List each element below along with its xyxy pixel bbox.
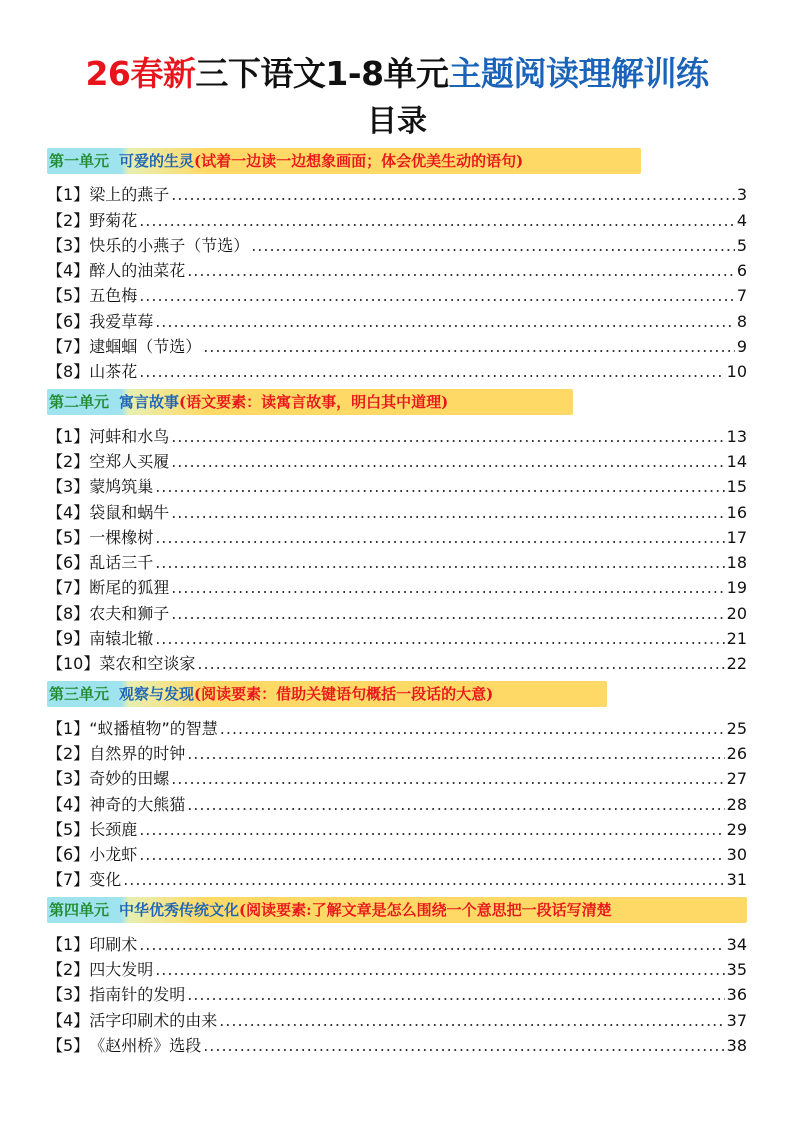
toc-entry[interactable]	[47, 841, 747, 866]
entry-title: 农夫和狮子	[89, 603, 170, 623]
entry-number: 【3】	[47, 235, 90, 255]
toc-entry[interactable]	[47, 549, 747, 574]
entry-page-number: 25	[726, 718, 747, 738]
entry-page-number: 37	[726, 1010, 747, 1030]
leader-dots	[155, 552, 724, 574]
toc-entry[interactable]	[47, 448, 747, 473]
entry-number: 【5】	[47, 1035, 90, 1055]
page-title	[0, 52, 794, 96]
entry-page-number: 14	[726, 451, 747, 471]
unit-header	[47, 895, 747, 923]
toc-entry[interactable]	[47, 498, 747, 523]
toc-entry[interactable]	[47, 307, 747, 332]
entry-page-number: 4	[736, 210, 747, 230]
unit-label: 第二单元	[49, 392, 110, 411]
entry-title: 河蚌和水鸟	[89, 426, 170, 446]
entry-title: 空郑人买履	[89, 451, 170, 471]
entry-title: 自然界的时钟	[89, 743, 186, 763]
entry-page-number: 6	[736, 261, 747, 281]
leader-dots	[123, 869, 724, 891]
entry-title: 奇妙的田螺	[89, 769, 170, 789]
toc-entry[interactable]	[47, 599, 747, 624]
toc-entry[interactable]	[47, 1032, 747, 1057]
entry-title: “蚁播植物”的智慧	[89, 718, 218, 738]
toc-entry[interactable]	[47, 232, 747, 257]
toc-entry[interactable]	[47, 206, 747, 231]
entry-number: 【1】	[47, 718, 90, 738]
toc-entry[interactable]	[47, 473, 747, 498]
entry-title: 长颈鹿	[89, 819, 138, 839]
leader-dots	[187, 743, 724, 765]
unit-theme: 可爱的生灵	[119, 151, 195, 170]
entry-title: 梁上的燕子	[89, 185, 170, 205]
leader-dots	[251, 235, 735, 257]
entry-page-number: 36	[726, 985, 747, 1005]
leader-dots	[203, 1035, 724, 1057]
entry-title: 神奇的大熊猫	[89, 794, 186, 814]
leader-dots	[139, 285, 735, 307]
leader-dots	[155, 311, 735, 333]
unit-section	[47, 387, 747, 675]
entry-page-number: 17	[726, 527, 747, 547]
unit-section	[47, 146, 747, 383]
entry-title: 《赵州桥》选段	[89, 1035, 202, 1055]
unit-header	[47, 679, 747, 707]
unit-label: 第一单元	[49, 151, 110, 170]
entry-page-number: 31	[726, 870, 747, 890]
entry-page-number: 5	[736, 235, 747, 255]
entry-title: 我爱草莓	[89, 311, 154, 331]
entry-page-number: 15	[726, 477, 747, 497]
title-part-red: 26春新	[85, 54, 196, 93]
entry-page-number: 16	[726, 502, 747, 522]
entry-number: 【2】	[47, 743, 90, 763]
entry-page-number: 35	[726, 960, 747, 980]
entry-title: 菜农和空谈家	[99, 654, 196, 674]
toc-entry[interactable]	[47, 790, 747, 815]
entry-number: 【2】	[47, 451, 90, 471]
entry-title: 印刷术	[89, 934, 138, 954]
leader-dots	[187, 260, 735, 282]
leader-dots	[171, 184, 735, 206]
entry-number: 【4】	[47, 794, 90, 814]
entry-number: 【4】	[47, 502, 90, 522]
entry-page-number: 10	[726, 362, 747, 382]
leader-dots	[187, 794, 724, 816]
unit-header	[47, 146, 747, 174]
entry-page-number: 29	[726, 819, 747, 839]
unit-label: 第四单元	[49, 900, 110, 919]
entry-number: 【3】	[47, 477, 90, 497]
entry-number: 【6】	[47, 553, 90, 573]
leader-dots	[171, 577, 724, 599]
leader-dots	[220, 718, 725, 740]
toc-entry[interactable]	[47, 524, 747, 549]
unit-requirement: (阅读要素：借助关键语句概括一段话的大意)	[194, 684, 494, 703]
entry-number: 【2】	[47, 960, 90, 980]
unit-theme: 中华优秀传统文化	[119, 900, 240, 919]
toc-entry[interactable]	[47, 257, 747, 282]
entry-title: 快乐的小燕子（节选）	[89, 235, 250, 255]
toc-entry[interactable]	[47, 981, 747, 1006]
toc-entry[interactable]	[47, 181, 747, 206]
entry-page-number: 13	[726, 426, 747, 446]
entry-title: 指南针的发明	[89, 985, 186, 1005]
leader-dots	[171, 502, 724, 524]
entry-number: 【3】	[47, 769, 90, 789]
entry-title: 南辕北辙	[89, 629, 154, 649]
entry-page-number: 34	[726, 934, 747, 954]
entry-title: 乱话三千	[89, 553, 154, 573]
toc-entry[interactable]	[47, 740, 747, 765]
unit-item-list	[47, 181, 747, 383]
toc-entry[interactable]	[47, 333, 747, 358]
toc-entry[interactable]	[47, 625, 747, 650]
leader-dots	[197, 653, 724, 675]
leader-dots	[139, 210, 735, 232]
entry-number: 【7】	[47, 337, 90, 357]
entry-title: 逮蝈蝈（节选）	[89, 337, 202, 357]
leader-dots	[155, 959, 724, 981]
entry-title: 小龙虾	[89, 845, 138, 865]
entry-page-number: 28	[726, 794, 747, 814]
entry-title: 山茶花	[89, 362, 138, 382]
entry-page-number: 3	[736, 185, 747, 205]
entry-number: 【3】	[47, 985, 90, 1005]
entry-number: 【4】	[47, 1010, 90, 1030]
unit-theme: 寓言故事	[119, 392, 180, 411]
leader-dots	[139, 819, 724, 841]
unit-header	[47, 387, 747, 415]
leader-dots	[171, 426, 724, 448]
entry-number: 【1】	[47, 934, 90, 954]
leader-dots	[203, 336, 735, 358]
toc-entry[interactable]	[47, 866, 747, 891]
unit-item-list	[47, 930, 747, 1056]
unit-item-list	[47, 422, 747, 675]
entry-title: 一棵橡树	[89, 527, 154, 547]
entry-number: 【10】	[47, 654, 100, 674]
entry-title: 断尾的狐狸	[89, 578, 170, 598]
toc-entry[interactable]	[47, 574, 747, 599]
entry-page-number: 38	[726, 1035, 747, 1055]
entry-page-number: 20	[726, 603, 747, 623]
leader-dots	[171, 603, 724, 625]
entry-number: 【1】	[47, 185, 90, 205]
unit-label: 第三单元	[49, 684, 110, 703]
entry-number: 【9】	[47, 629, 90, 649]
unit-theme: 观察与发现	[119, 684, 195, 703]
entry-page-number: 9	[736, 337, 747, 357]
page-subtitle: 目录	[367, 104, 427, 139]
entry-number: 【6】	[47, 311, 90, 331]
entry-number: 【5】	[47, 527, 90, 547]
toc-entry[interactable]	[47, 422, 747, 447]
entry-number: 【6】	[47, 845, 90, 865]
leader-dots	[139, 844, 724, 866]
entry-number: 【5】	[47, 819, 90, 839]
leader-dots	[171, 451, 724, 473]
entry-page-number: 30	[726, 845, 747, 865]
toc-entry[interactable]	[47, 956, 747, 981]
entry-number: 【5】	[47, 286, 90, 306]
toc-entry[interactable]	[47, 282, 747, 307]
toc-entry[interactable]	[47, 816, 747, 841]
entry-title: 五色梅	[89, 286, 138, 306]
leader-dots	[187, 984, 724, 1006]
entry-page-number: 21	[726, 629, 747, 649]
leader-dots	[139, 361, 724, 383]
entry-number: 【2】	[47, 210, 90, 230]
unit-requirement: (语文要素：读寓言故事，明白其中道理)	[179, 392, 449, 411]
unit-requirement: (试着一边读一边想象画面；体会优美生动的语句)	[194, 151, 524, 170]
entry-number: 【7】	[47, 578, 90, 598]
entry-page-number: 8	[736, 311, 747, 331]
unit-section	[47, 679, 747, 891]
entry-page-number: 7	[736, 286, 747, 306]
entry-number: 【8】	[47, 362, 90, 382]
leader-dots	[219, 1010, 724, 1032]
unit-item-list	[47, 714, 747, 891]
entry-title: 醉人的油菜花	[89, 261, 186, 281]
toc-entry[interactable]	[47, 930, 747, 955]
title-part-blue: 主题阅读理解训练	[448, 54, 709, 93]
entry-title: 变化	[89, 870, 122, 890]
toc-entry[interactable]	[47, 650, 747, 675]
entry-number: 【7】	[47, 870, 90, 890]
title-part-black: 三下语文1-8单元	[195, 54, 449, 93]
toc-entry[interactable]	[47, 358, 747, 383]
entry-number: 【4】	[47, 261, 90, 281]
entry-page-number: 27	[726, 769, 747, 789]
unit-requirement: (阅读要素:了解文章是怎么围绕一个意思把一段话写清楚	[239, 900, 612, 919]
toc-entry[interactable]	[47, 1006, 747, 1031]
table-of-contents	[47, 146, 747, 1061]
leader-dots	[171, 768, 724, 790]
toc-entry[interactable]	[47, 765, 747, 790]
unit-section	[47, 895, 747, 1056]
toc-entry[interactable]	[47, 714, 747, 739]
entry-title: 野菊花	[89, 210, 138, 230]
entry-title: 蒙鸠筑巢	[89, 477, 154, 497]
entry-title: 袋鼠和蜗牛	[89, 502, 170, 522]
entry-page-number: 19	[726, 578, 747, 598]
entry-title: 四大发明	[89, 960, 154, 980]
entry-page-number: 26	[726, 743, 747, 763]
entry-page-number: 18	[726, 553, 747, 573]
entry-page-number: 22	[726, 654, 747, 674]
entry-number: 【8】	[47, 603, 90, 623]
leader-dots	[155, 628, 724, 650]
leader-dots	[139, 934, 724, 956]
leader-dots	[155, 527, 724, 549]
entry-number: 【1】	[47, 426, 90, 446]
leader-dots	[155, 476, 724, 498]
entry-title: 活字印刷术的由来	[89, 1010, 218, 1030]
